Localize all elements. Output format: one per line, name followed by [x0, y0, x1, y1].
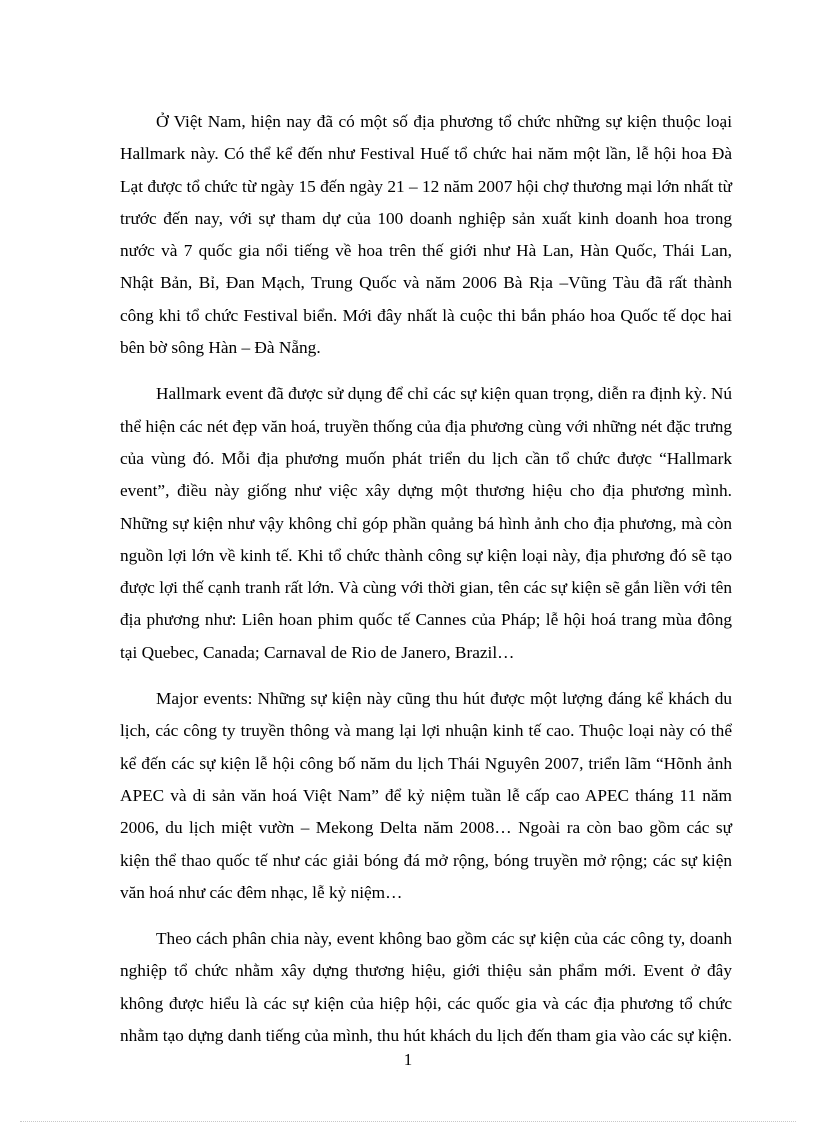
document-body	[120, 106, 732, 1066]
page-number: 1	[403, 1050, 413, 1069]
page-bottom-divider	[20, 1121, 796, 1122]
paragraph-vietnam-hallmark-events: Ở Việt Nam, hiện nay đã có một số địa phương tổ chức những sự kiện thuộc loại Hallmark này. Có thể kể đến như Festival Huế tổ chức hai năm một lần, lễ hội hoa Đà Lạt được tổ chức từ ngày 15 đến ngày 21 – 12 năm 2007 hội chợ thương mại lớn nhất từ trước đến nay, với sự tham dự của 100 doanh nghiệp sản xuất kinh doanh hoa trong nước và 7 quốc gia nổi tiếng về hoa trên thế giới như Hà Lan, Hàn Quốc, Thái Lan, Nhật Bản, Bỉ, Đan Mạch, Trung Quốc và năm 2006 Bà Rịa –Vũng Tàu đã rất thành công khi tổ chức Festival biển. Mới đây nhất là cuộc thi bắn pháo hoa Quốc tế dọc hai bên bờ sông Hàn – Đà Nẵng.	[120, 112, 732, 358]
paragraph-major-events: Major events: Những sự kiện này cũng thu hút được một lượng đáng kể khách du lịch, các công ty truyền thông và mang lại lợi nhuận kinh tế cao. Thuộc loại này có thể kể đến các sự kiện lễ hội công bố năm du lịch Thái Nguyên 2007, triển lãm “Hõnh ảnh APEC và di sản văn hoá Việt Nam” để kỷ niệm tuần lễ cấp cao APEC tháng 11 năm 2006, du lịch miệt vườn – Mekong Delta năm 2008… Ngoài ra còn bao gồm các sự kiện thể thao quốc tế như các giải bóng đá mở rộng, bóng truyền mở rộng; các sự kiện văn hoá như các đêm nhạc, lễ kỷ niệm…	[120, 689, 732, 902]
paragraph-classification-note: Theo cách phân chia này, event không bao gồm các sự kiện của các công ty, doanh nghiệp tổ chức nhằm xây dựng thương hiệu, giới thiệu sản phẩm mới. Event ở đây không được hiểu là các sự kiện của hiệp hội, các quốc gia và các địa phương tổ chức nhằm tạo dựng danh tiếng của mình, thu hút khách du lịch đến tham gia vào các sự kiện.	[120, 929, 732, 1046]
paragraph-hallmark-definition: Hallmark event đã được sử dụng để chỉ các sự kiện quan trọng, diễn ra định kỳ. Nú thể hiện các nét đẹp văn hoá, truyền thống của địa phương cùng với những nét đặc trưng của vùng đó. Mỗi địa phương muốn phát triển du lịch cần tổ chức được “Hallmark event”, điều này giống như việc xây dựng một thương hiệu cho địa phương mình. Những sự kiện như vậy không chỉ góp phần quảng bá hình ảnh cho địa phương, mà còn nguồn lợi lớn về kinh tế. Khi tổ chức thành công sự kiện loại này, địa phương đó sẽ tạo được lợi thế cạnh tranh rất lớn. Và cùng với thời gian, tên các sự kiện sẽ gắn liền với tên địa phương như: Liên hoan phim quốc tế Cannes của Pháp; lễ hội hoá trang mùa đông tại Quebec, Canada; Carnaval de Rio de Janero, Brazil…	[120, 384, 732, 662]
